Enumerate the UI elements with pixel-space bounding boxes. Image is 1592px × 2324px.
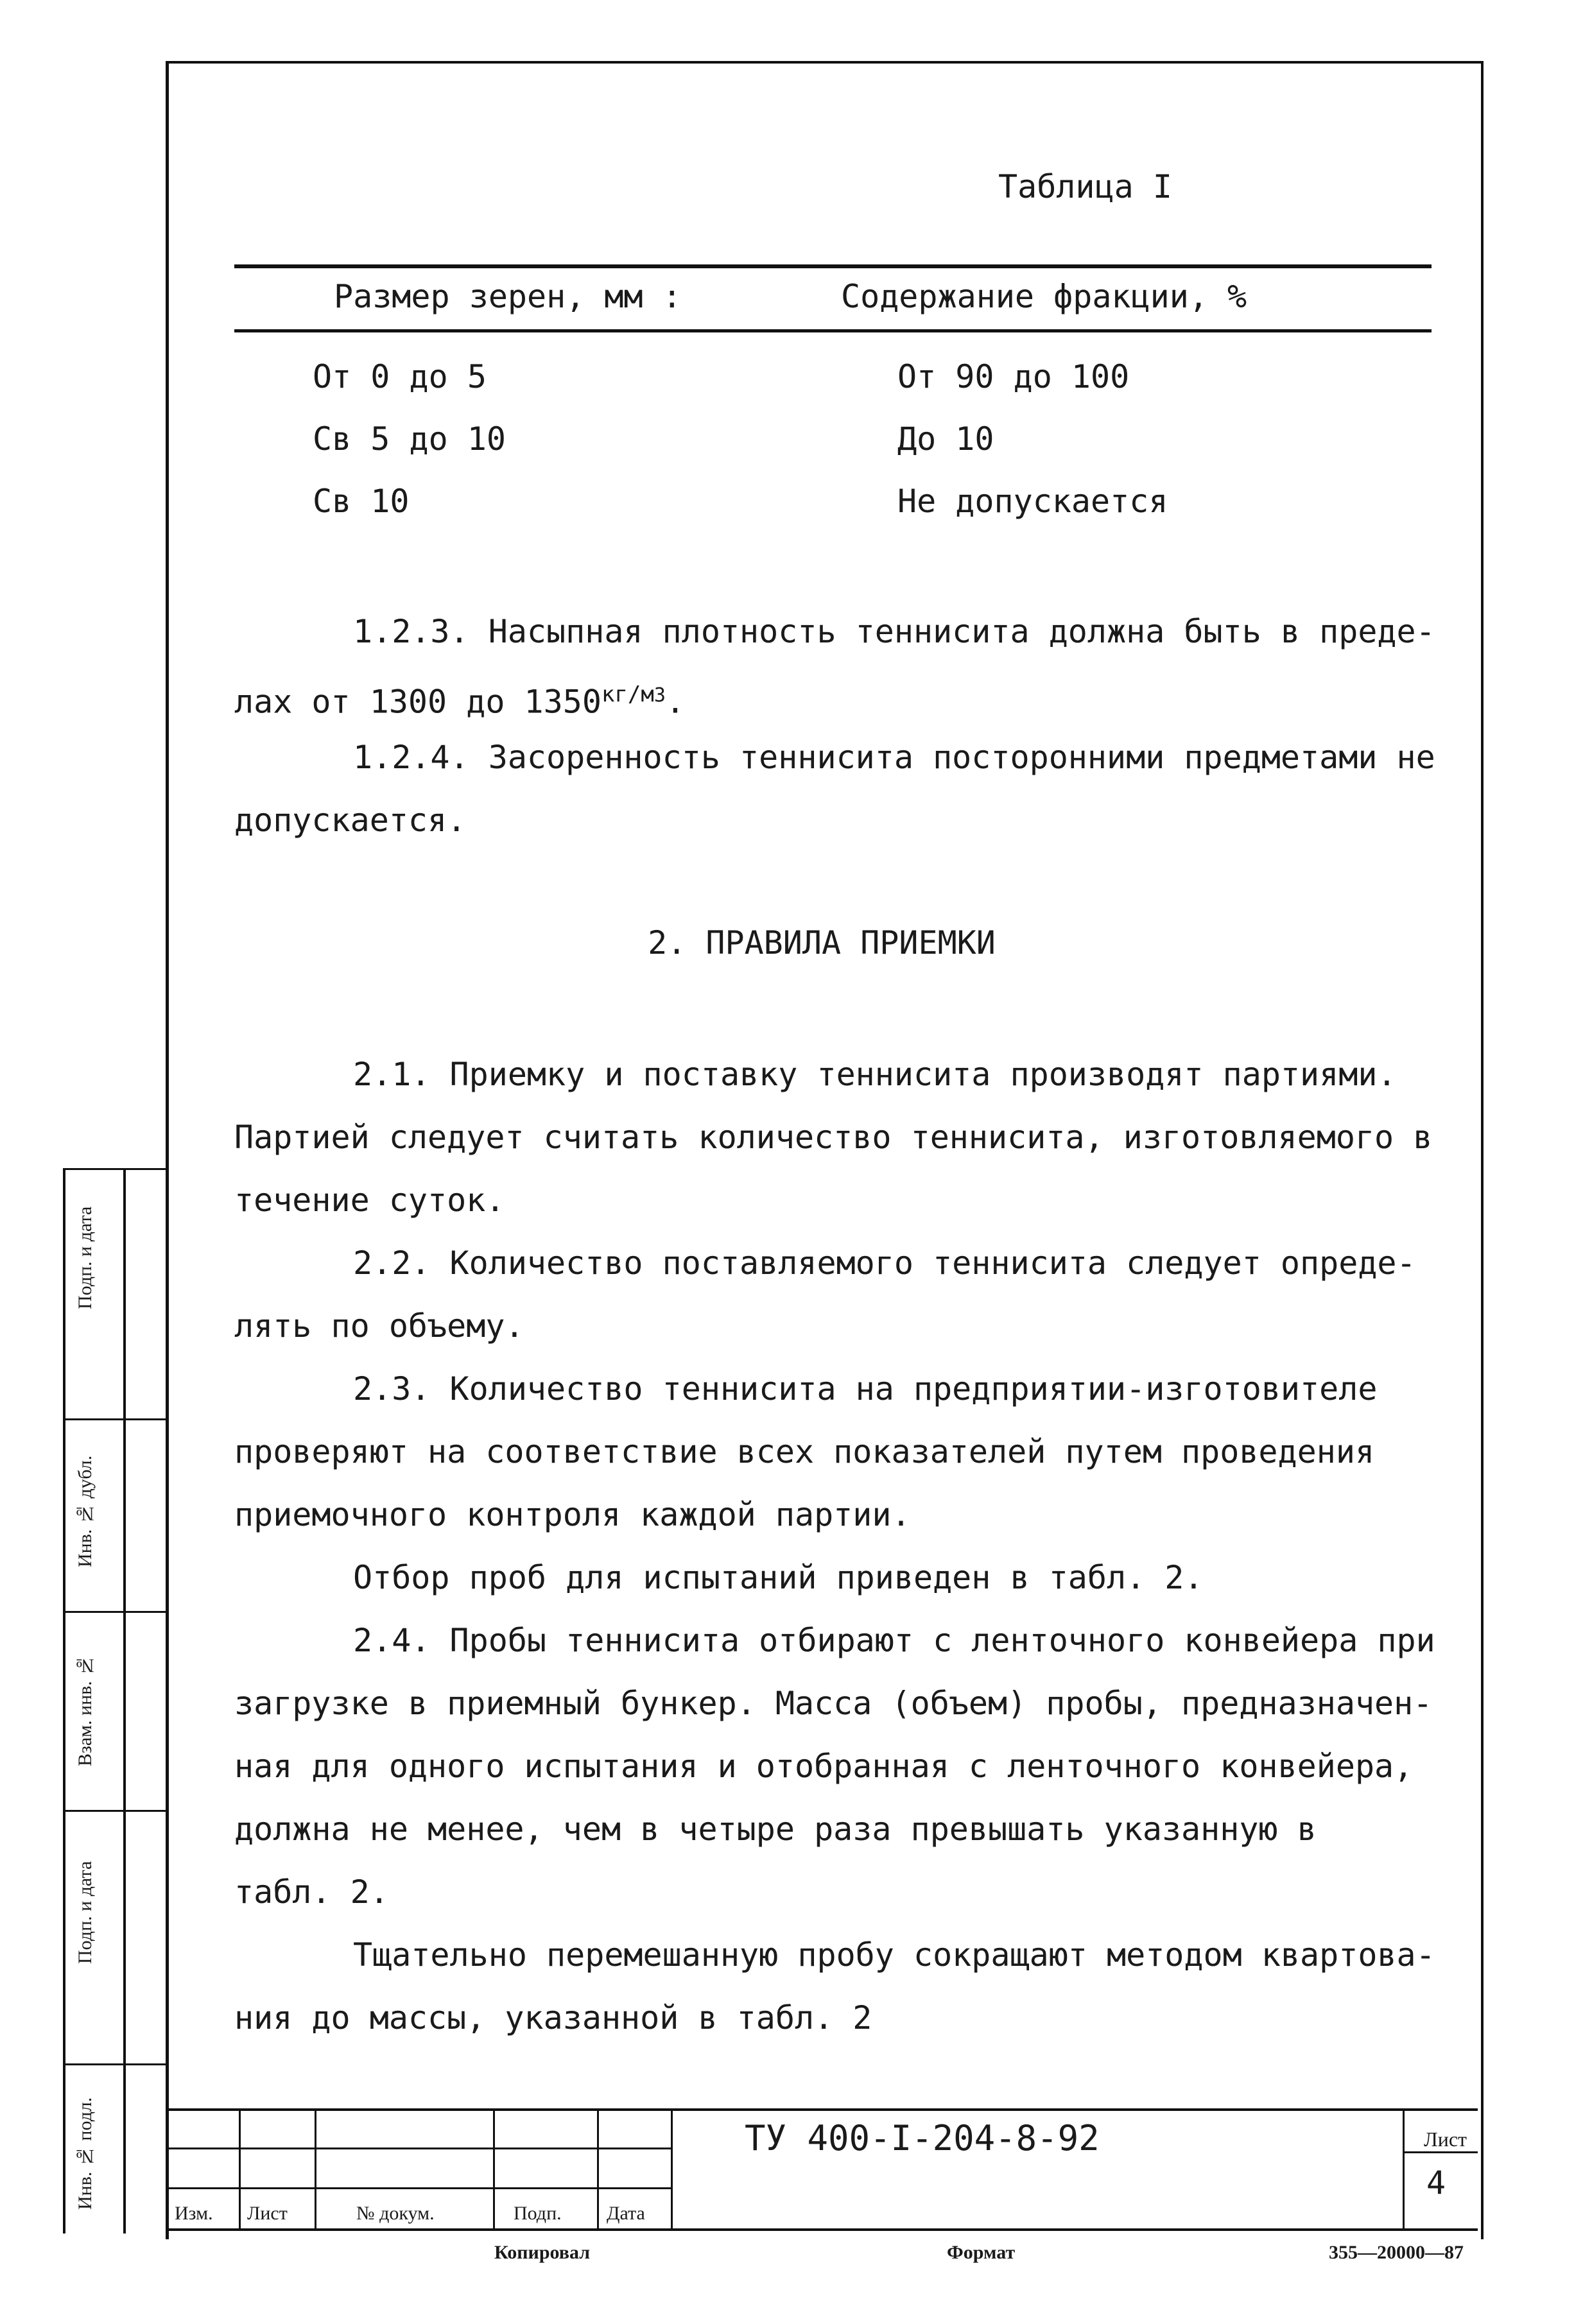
col-caption: Дата: [607, 2203, 645, 2224]
title-block-top-rule: [168, 2108, 1478, 2111]
table-title: Таблица I: [998, 168, 1172, 205]
section-heading: 2. ПРАВИЛА ПРИЕМКИ: [648, 924, 996, 961]
table-cell: До 10: [897, 420, 994, 458]
title-block-bottom-rule: [168, 2228, 1478, 2231]
footer-copied: Копировал: [494, 2242, 591, 2263]
paragraph-1-2-4: 1.2.4. Засоренность теннисита посторонними предметами не допускается.: [234, 739, 1435, 839]
footer-format: Формат: [947, 2242, 1016, 2263]
table-cell: От 90 до 100: [897, 358, 1130, 395]
table-top-rule: [234, 264, 1432, 268]
table-header-rule: [234, 329, 1432, 332]
side-label: Подп. и дата: [74, 1206, 96, 1310]
table-cell: Св 10: [313, 483, 410, 520]
table-header-content: Содержание фракции, %: [841, 278, 1247, 315]
col-caption: Лист: [247, 2203, 288, 2224]
document-id: ТУ 400-I-204-8-92: [745, 2118, 1100, 2158]
table-cell: Св 5 до 10: [313, 420, 506, 458]
side-stamp: [63, 1168, 126, 2234]
col-caption: Изм.: [175, 2203, 213, 2224]
section2-body: 2.1. Приемку и поставку теннисита производят партиями. Партией следует считать количество теннисита, изготовляемого в течение суток. 2.2. Количество поставляемого теннисита следует опреде- лять по объему. 2.3. Количество теннисита на предприятии-изготовителе проверяют на соответствие всех показателей путем проведения приемочного контроля каждой партии. Отбор проб для испытаний приведен в табл. 2. 2.4. Пробы теннисита отбирают с ленточного конвейера при загрузке в приемный бункер. Масса (объем) пробы, предназначен- ная для одного испытания и отобранная с ленточного конвейера, должна не менее, чем в четыре раза превышать указанную в табл. 2. Тщательно перемешанную пробу сокращают методом квартова- ния до массы, указанной в табл. 2: [234, 1056, 1435, 2036]
col-caption: № докум.: [356, 2203, 435, 2224]
footer-code: 355—20000—87: [1329, 2242, 1464, 2263]
side-label: Инв. № дубл.: [74, 1455, 96, 1568]
side-label: Подп. и дата: [74, 1861, 96, 1965]
table-cell: От 0 до 5: [313, 358, 487, 395]
paragraph-1-2-3: 1.2.3. Насыпная плотность теннисита должна быть в преде- лах от 1300 до $1350^{кг/м3}$.: [234, 613, 1435, 721]
side-label: Взам. инв. №: [74, 1655, 96, 1766]
col-caption: Подп.: [514, 2203, 562, 2224]
sheet-label: Лист: [1424, 2128, 1467, 2151]
side-label: Инв. № подл.: [74, 2097, 96, 2210]
table-cell: Не допускается: [897, 483, 1168, 520]
sheet-number: 4: [1426, 2164, 1446, 2201]
table-header-size: Размер зерен, мм :: [334, 278, 682, 315]
